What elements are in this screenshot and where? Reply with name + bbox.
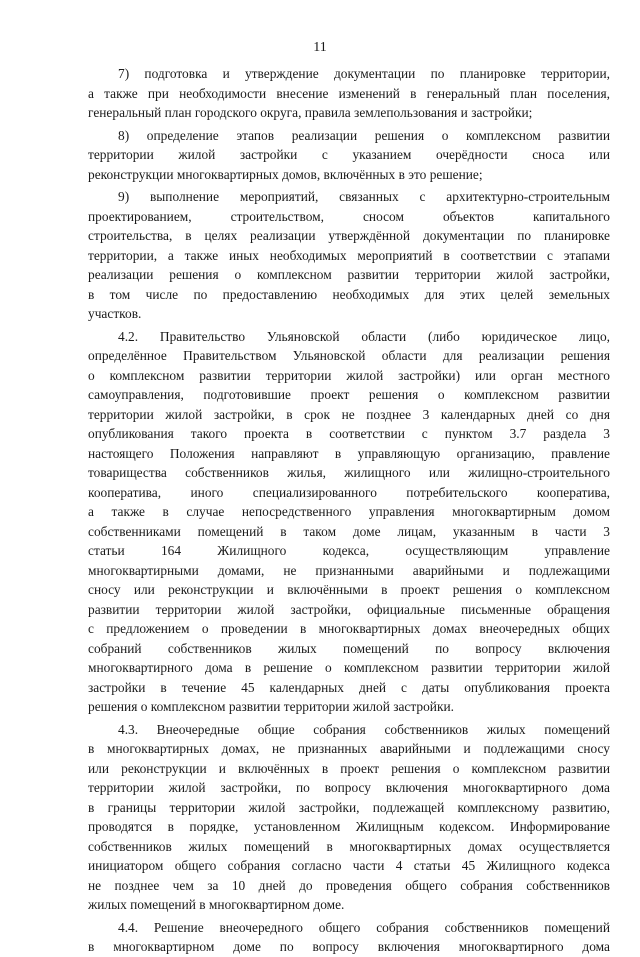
text-line: генеральный план городского округа, правила землепользования и застройки; bbox=[88, 105, 533, 120]
text-line: решения о комплексном развитии территории жилой застройки. bbox=[88, 699, 454, 714]
text-line: территории жилой застройки, в срок не позднее 3 календарных дней со дня bbox=[88, 406, 610, 422]
text-line: многоквартирными домами, не признанными аварийными и подлежащими bbox=[88, 562, 610, 578]
text-line: застройки в течение 45 календарных дней с даты опубликования проекта bbox=[88, 679, 610, 695]
document-body bbox=[88, 64, 610, 957]
text-line: жилых помещений в многоквартирном доме. bbox=[88, 897, 345, 912]
text-line: а также при необходимости внесение изменений в генеральный план поселения, bbox=[88, 85, 610, 101]
text-line: товарищества собственников жилья, жилищного или жилищно-строительного bbox=[88, 465, 610, 480]
text-line: о комплексном развитии территории жилой застройки) или орган местного bbox=[88, 367, 610, 383]
text-line: развитии территории жилой застройки, официальные письменные обращения bbox=[88, 601, 610, 617]
text-line: проектированием, строительством, сносом объектов капитального bbox=[88, 208, 610, 224]
text-line: в границы территории жилой застройки, подлежащей комплексному развитию, bbox=[88, 799, 610, 815]
text-line: территории жилой застройки с указанием очерёдности сноса или bbox=[88, 147, 610, 162]
text-line: собраний собственников жилых помещений по вопросу включения bbox=[88, 640, 610, 656]
text-line: территории, а также иных необходимых мероприятий в соответствии с этапами bbox=[88, 247, 610, 263]
text-line: с предложением о проведении в многоквартирных домах внеочередных общих bbox=[88, 621, 610, 636]
text-line: в многоквартирных домах, не признанных аварийными и подлежащими сносу bbox=[88, 741, 610, 756]
text-line: участков. bbox=[88, 306, 142, 321]
text-line: статьи 164 Жилищного кодекса, осуществляющим управление bbox=[88, 543, 610, 558]
text-line: самоуправления, подготовившие проект решения о комплексном развитии bbox=[88, 387, 610, 402]
paragraph-first-line: 9) выполнение мероприятий, связанных с архитектурно-строительным bbox=[118, 189, 610, 204]
text-line: территории жилой застройки, по вопросу включения многоквартирного дома bbox=[88, 780, 610, 795]
page-number: 11 bbox=[313, 40, 327, 55]
text-line: инициатором общего собрания согласно части 4 статьи 45 Жилищного кодекса bbox=[88, 858, 610, 873]
text-line: или реконструкции и включённых в проект решения о комплексном развитии bbox=[88, 760, 610, 776]
text-line: строительства, в целях реализации утверждённой документации по планировке bbox=[88, 228, 610, 243]
paragraph-first-line: 7) подготовка и утверждение документации по планировке территории, bbox=[118, 66, 610, 81]
paragraph-first-line: 4.2. Правительство Ульяновской области (либо юридическое лицо, bbox=[118, 328, 610, 344]
text-line: опубликования такого проекта в соответствии с пунктом 3.7 раздела 3 bbox=[88, 426, 610, 441]
text-line: настоящего Положения направляют в управляющую организацию, правление bbox=[88, 445, 610, 461]
text-line: многоквартирного дома в решение о комплексном развитии территории жилой bbox=[88, 660, 610, 675]
text-line: определённое Правительством Ульяновской области для реализации решения bbox=[88, 348, 610, 363]
paragraph-first-line: 8) определение этапов реализации решения о комплексном развитии bbox=[118, 127, 610, 143]
text-line: реконструкции многоквартирных домов, включённых в это решение; bbox=[88, 166, 483, 182]
text-line: кооператива, иного специализированного потребительского кооператива, bbox=[88, 484, 610, 500]
text-line: в том числе по предоставлению необходимых для этих целей земельных bbox=[88, 286, 610, 302]
text-line: собственников жилых помещений в многоквартирных домах осуществляется bbox=[88, 838, 610, 854]
text-line: собственниками помещений в таком доме лицам, указанным в части 3 bbox=[88, 523, 610, 539]
text-line: а также в случае непосредственного управления многоквартирным домом bbox=[88, 504, 610, 519]
text-line: сносу или реконструкции и включёнными в проект решения о комплексном bbox=[88, 582, 610, 597]
text-line: в многоквартирном доме по вопросу включения многоквартирного дома bbox=[88, 939, 610, 954]
paragraph-first-line: 4.4. Решение внеочередного общего собрания собственников помещений bbox=[118, 919, 610, 935]
text-line: проводятся в порядке, установленном Жилищным кодексом. Информирование bbox=[88, 819, 610, 834]
paragraph-first-line: 4.3. Внеочередные общие собрания собственников жилых помещений bbox=[118, 721, 610, 737]
text-line: реализации решения о комплексном развитии территории жилой застройки, bbox=[88, 267, 610, 282]
text-line: не позднее чем за 10 дней до проведения общего собрания собственников bbox=[88, 877, 610, 893]
